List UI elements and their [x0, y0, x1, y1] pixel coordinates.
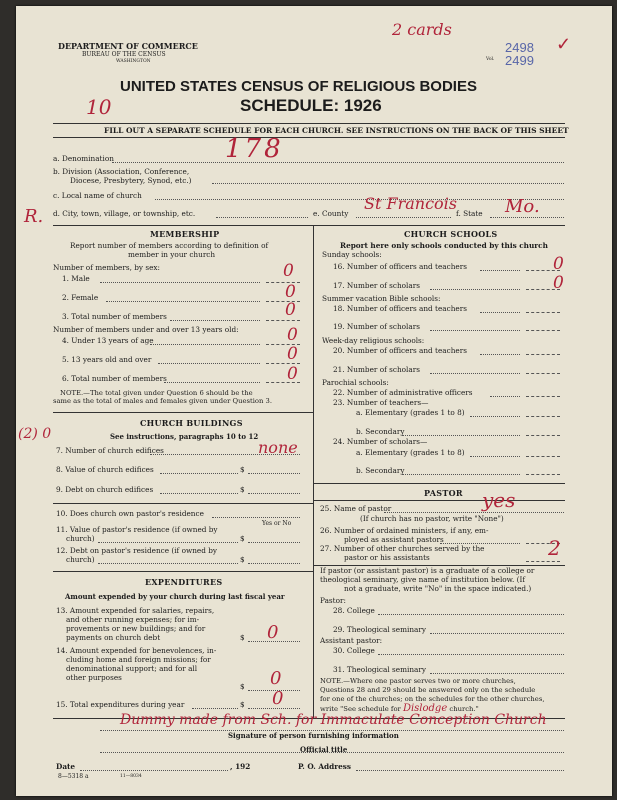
pastor-note: NOTE.—Where one pastor serves two or more churches, — [320, 677, 516, 685]
expenditures-instruction: Amount expended by your church during last fiscal year — [65, 592, 285, 601]
q26-label: 26. Number of ordained ministers, if any, em- — [320, 526, 489, 535]
membership-heading: MEMBERSHIP — [150, 229, 220, 239]
q17-value[interactable]: 0 — [553, 273, 564, 293]
q5-label: 5. 13 years old and over — [62, 355, 152, 364]
q13-label-3: provements or new buildings; and for — [66, 624, 206, 633]
q9-label: 9. Debt on church edifices — [56, 485, 154, 494]
instruction-banner: FILL OUT A SEPARATE SCHEDULE FOR EACH CHURCH. SEE INSTRUCTIONS ON THE BACK OF THIS SHEET — [104, 126, 569, 135]
q18-label: 18. Number of officers and teachers — [333, 304, 467, 313]
form-subtitle: SCHEDULE: 1926 — [240, 96, 382, 115]
print-code: 11—8034 — [120, 774, 142, 779]
graduate-instruction-3: not a graduate, write "No" in the space indicated.) — [344, 584, 532, 593]
denomination-value[interactable]: 178 — [225, 134, 284, 164]
local-name-label: c. Local name of church — [53, 191, 142, 200]
serial-number-2: 2499 — [505, 53, 534, 68]
q3-value[interactable]: 0 — [285, 300, 296, 320]
q6-value[interactable]: 0 — [287, 364, 298, 384]
parochial-schools-label: Parochial schools: — [322, 378, 389, 387]
q19-label: 19. Number of scholars — [333, 322, 420, 331]
year-label: , 192 — [230, 762, 251, 771]
q3-label: 3. Total number of members — [62, 312, 167, 321]
q4-value[interactable]: 0 — [287, 325, 298, 345]
q23b-label: b. Secondary — [356, 427, 405, 436]
q9-dollar: $ — [240, 485, 245, 494]
q13-label: 13. Amount expended for salaries, repairs, — [56, 606, 215, 615]
q31-label: 31. Theological seminary — [333, 665, 426, 674]
margin-note: (2) 0 — [18, 426, 52, 442]
q10-label: 10. Does church own pastor's residence — [56, 509, 204, 518]
summer-schools-label: Summer vacation Bible schools: — [322, 294, 441, 303]
church-schools-instruction: Report here only schools conducted by this church — [340, 241, 548, 250]
q22-label: 22. Number of administrative officers — [333, 388, 473, 397]
date-label: Date — [56, 762, 76, 771]
q8-dollar: $ — [240, 465, 245, 474]
q12-label-2: church) — [66, 555, 95, 564]
serial-label: Vol. — [486, 57, 495, 62]
pastor-heading: PASTOR — [424, 488, 463, 498]
membership-note: NOTE.—The total given under Question 6 should be the — [60, 389, 253, 397]
q24-label: 24. Number of scholars— — [333, 437, 428, 446]
q15-dollar: $ — [240, 700, 245, 709]
q25-label: 25. Name of pastor — [320, 504, 392, 513]
q25-value[interactable]: yes — [482, 488, 516, 512]
q29-label: 29. Theological seminary — [333, 625, 426, 634]
q17-label: 17. Number of scholars — [333, 281, 420, 290]
q2-value[interactable]: 0 — [285, 282, 296, 302]
q12-dollar: $ — [240, 555, 245, 564]
age-heading: Number of members under and over 13 years old: — [53, 325, 239, 334]
q6-label: 6. Total number of members — [62, 374, 167, 383]
q13-label-2: and other running expenses; for im- — [66, 615, 200, 624]
q15-label: 15. Total expenditures during year — [56, 700, 185, 709]
state-value[interactable]: Mo. — [505, 196, 540, 217]
assistant-pastor-subheading: Assistant pastor: — [320, 636, 383, 645]
county-label: e. County — [313, 209, 349, 218]
graduate-instruction-2: theological seminary, give name of institution below. (If — [320, 575, 526, 584]
q2-label: 2. Female — [62, 293, 99, 302]
q11-label: 11. Value of pastor's residence (if owned by — [56, 525, 218, 534]
handwritten-number: 10 — [86, 95, 112, 119]
q12-label: 12. Debt on pastor's residence (if owned by — [56, 546, 218, 555]
margin-letter: R. — [24, 206, 44, 227]
q30-label: 30. College — [333, 646, 375, 655]
q1-value[interactable]: 0 — [283, 261, 294, 281]
q14-label-2: cluding home and foreign missions; for — [66, 655, 211, 664]
q8-label: 8. Value of church edifices — [56, 465, 154, 474]
pastor-note-3: for one of the churches; on the schedules for the other churches, — [320, 695, 545, 703]
division-label-2: Diocese, Presbytery, Synod, etc.) — [70, 176, 192, 185]
q7-value[interactable]: none — [258, 438, 298, 457]
signature-value[interactable]: Dummy made from Sch. for Immaculate Conception Church — [120, 712, 547, 728]
q14-label: 14. Amount expended for benevolences, in- — [56, 646, 217, 655]
bureau-name: BUREAU OF THE CENSUS — [82, 51, 166, 58]
buildings-heading: CHURCH BUILDINGS — [140, 418, 243, 428]
yes-or-no-label: Yes or No — [262, 520, 292, 527]
q27-value[interactable]: 2 — [548, 536, 561, 560]
expenditures-heading: EXPENDITURES — [145, 577, 223, 587]
checkmark-icon: ✓ — [556, 34, 572, 55]
q20-label: 20. Number of officers and teachers — [333, 346, 467, 355]
q14-value[interactable]: 0 — [270, 668, 282, 689]
form-code: 8—5318 a — [58, 773, 89, 780]
q24a-label: a. Elementary (grades 1 to 8) — [356, 448, 465, 457]
q23a-label: a. Elementary (grades 1 to 8) — [356, 408, 465, 417]
q21-label: 21. Number of scholars — [333, 365, 420, 374]
city-label: d. City, town, village, or township, etc. — [53, 209, 196, 218]
official-title-label: Official title — [300, 745, 348, 754]
q5-value[interactable]: 0 — [287, 344, 298, 364]
membership-note-2: same as the total of males and females given under Question 3. — [53, 397, 272, 405]
q24b-label: b. Secondary — [356, 466, 405, 475]
pastor-note-4b: church." — [447, 705, 479, 713]
membership-instruction: Report number of members according to definition of — [70, 241, 269, 250]
q13-label-4: payments on church debt — [66, 633, 161, 642]
q7-label: 7. Number of church edifices — [56, 446, 164, 455]
q16-label: 16. Number of officers and teachers — [333, 262, 467, 271]
q23-label: 23. Number of teachers— — [333, 398, 429, 407]
church-schools-heading: CHURCH SCHOOLS — [404, 229, 498, 239]
q27-label: 27. Number of other churches served by the — [320, 544, 485, 553]
department-name: DEPARTMENT OF COMMERCE — [58, 41, 198, 51]
pastor-subheading: Pastor: — [320, 596, 346, 605]
q26-label-2: ployed as assistant pastors — [344, 535, 444, 544]
po-address-label: P. O. Address — [298, 762, 351, 771]
membership-instruction-2: member in your church — [128, 250, 216, 259]
sunday-schools-label: Sunday schools: — [322, 250, 382, 259]
q14-label-4: other purposes — [66, 673, 122, 682]
q14-label-3: denominational support; and for all — [66, 664, 198, 673]
q11-dollar: $ — [240, 534, 245, 543]
denomination-label: a. Denomination — [53, 154, 114, 163]
county-value[interactable]: St Francois — [364, 194, 457, 213]
q28-label: 28. College — [333, 606, 375, 615]
division-label: b. Division (Association, Conference, — [53, 167, 190, 176]
signature-label: Signature of person furnishing information — [228, 731, 399, 740]
pastor-note-4: write "See schedule for — [320, 705, 403, 713]
note-cards: 2 cards — [392, 20, 452, 39]
q14-dollar: $ — [240, 682, 245, 691]
q13-dollar: $ — [240, 633, 245, 642]
pastor-note-2: Questions 28 and 29 should be answered only on the schedule — [320, 686, 536, 694]
q4-label: 4. Under 13 years of age — [62, 336, 154, 345]
see-schedule-value[interactable]: Dislodge — [402, 703, 448, 714]
q1-label: 1. Male — [62, 274, 90, 283]
serial-number-1: 2498 — [505, 40, 534, 55]
q15-value[interactable]: 0 — [272, 688, 284, 709]
q25-note: (If church has no pastor, write "None") — [360, 514, 504, 523]
location: WASHINGTON — [116, 59, 151, 64]
graduate-instruction: If pastor (or assistant pastor) is a graduate of a college or — [320, 566, 535, 575]
q27-label-2: pastor or his assistants — [344, 553, 430, 562]
form-title: UNITED STATES CENSUS OF RELIGIOUS BODIES — [120, 78, 477, 95]
weekday-schools-label: Week-day religious schools: — [322, 336, 425, 345]
buildings-instruction: See instructions, paragraphs 10 to 12 — [110, 432, 259, 441]
sex-heading: Number of members, by sex: — [53, 263, 160, 272]
state-label: f. State — [456, 209, 483, 218]
q13-value[interactable]: 0 — [267, 622, 279, 643]
q11-label-2: church) — [66, 534, 95, 543]
q16-value[interactable]: 0 — [553, 254, 564, 274]
